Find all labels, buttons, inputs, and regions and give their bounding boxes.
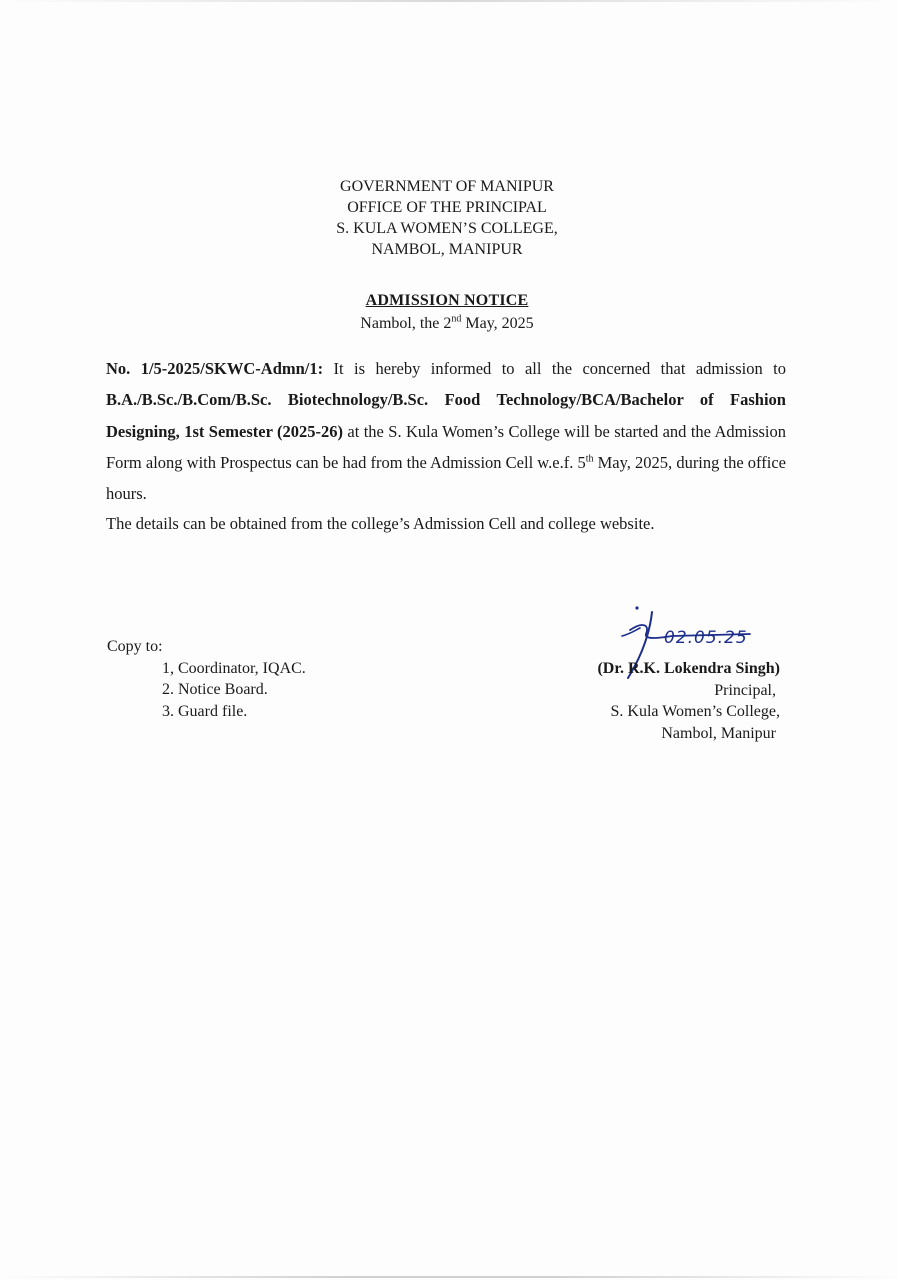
notice-body: [106, 353, 786, 509]
notice-date: [0, 313, 894, 334]
header-line-office: OFFICE OF THE PRINCIPAL: [347, 199, 547, 216]
body-text-3: May, 2025, during the office hours.: [106, 452, 786, 504]
copy-to-label: Copy to:: [107, 638, 163, 655]
reference-number: No. 1/5-2025/SKWC-Admn/1:: [106, 359, 324, 378]
course-list: B.A./B.Sc./B.Com/B.Sc. Biotechnology/B.Sc. Food Technology/BCA/Bachelor of Fashion Designing, 1st Semester (2025-26): [106, 390, 786, 441]
letterhead: [0, 176, 894, 260]
header-line-place: NAMBOL, MANIPUR: [371, 241, 523, 258]
scan-edge-top: [0, 0, 898, 2]
signatory-name: (Dr. R.K. Lokendra Singh): [597, 660, 780, 677]
body-text-1: It is hereby informed to all the concerned that admission to: [323, 359, 786, 378]
signatory-block: [520, 658, 780, 744]
copy-to-item: 1, Coordinator, IQAC.: [162, 659, 306, 677]
signatory-place: Nambol, Manipur: [661, 724, 776, 742]
header-line-college: S. KULA WOMEN’S COLLEGE,: [336, 220, 558, 237]
signatory-college: S. Kula Women’s College,: [610, 703, 780, 720]
body-sup: th: [585, 453, 594, 465]
copy-to-item: 2. Notice Board.: [162, 681, 268, 698]
signatory-designation: Principal,: [714, 681, 776, 699]
scan-edge-bottom: [0, 1276, 898, 1278]
header-line-government: GOVERNMENT OF MANIPUR: [340, 178, 554, 195]
notice-title: ADMISSION NOTICE: [365, 292, 529, 309]
copy-to-list: [107, 636, 306, 722]
body-text-2: at the S. Kula Women’s College will be started and the Admission Form along with Prospectus can be had from the Admission Cell w.e.f. 5: [106, 421, 786, 472]
notice-body-details: The details can be obtained from the college’s Admission Cell and college website.: [106, 514, 655, 533]
copy-to-item: 3. Guard file.: [162, 702, 248, 720]
signature-date: 02.05.25: [664, 628, 748, 648]
notice-date-suffix: May, 2025: [461, 315, 534, 332]
notice-date-prefix: Nambol, the 2: [360, 315, 452, 332]
notice-date-sup: nd: [451, 313, 462, 325]
